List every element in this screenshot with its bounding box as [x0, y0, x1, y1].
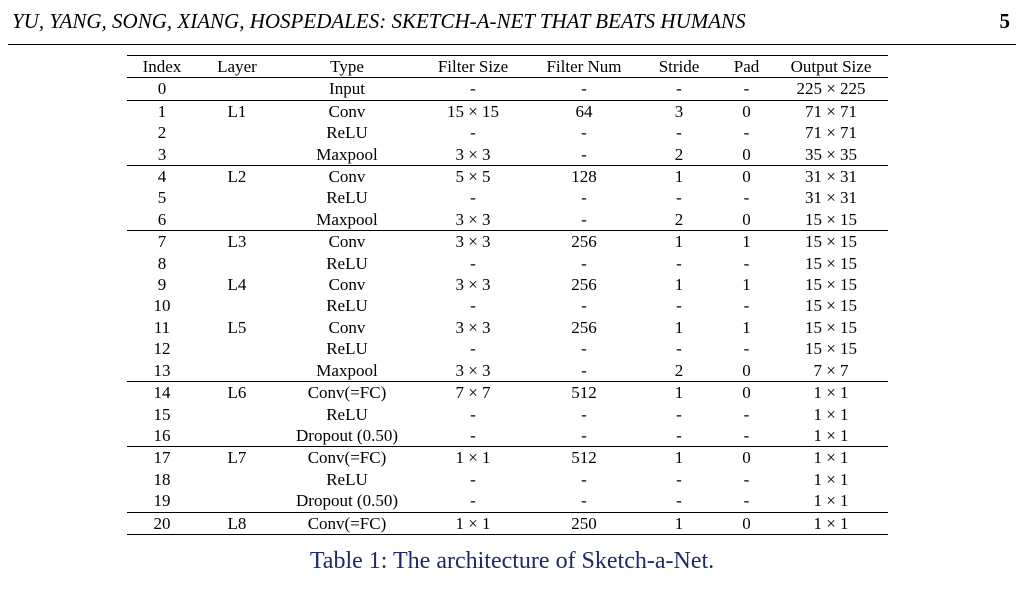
- cell-index: 9: [157, 275, 167, 295]
- cell-filter-size: -: [470, 339, 476, 359]
- cell-layer: L4: [227, 275, 247, 295]
- cell-layer: [197, 425, 277, 447]
- table-row: [127, 231, 888, 253]
- cell-type: Dropout (0.50): [296, 491, 398, 511]
- cell-stride: 2: [674, 209, 684, 229]
- table-row: [127, 404, 888, 425]
- cell-filter-num: -: [581, 188, 587, 208]
- cell-output-size: 7 × 7: [813, 360, 849, 380]
- cell-index: 2: [157, 123, 167, 143]
- cell-layer: L1: [197, 100, 277, 122]
- table-row: [127, 187, 888, 208]
- cell-stride: -: [676, 123, 682, 143]
- cell-layer: [197, 253, 277, 274]
- cell-layer: L6: [197, 382, 277, 404]
- cell-filter-size: -: [470, 123, 476, 143]
- cell-type: ReLU: [326, 253, 368, 273]
- running-title: YU, YANG, SONG, XIANG, HOSPEDALES: SKETCH-A-NET THAT BEATS HUMANS: [12, 9, 746, 33]
- cell-type: Conv(=FC): [277, 512, 417, 534]
- cell-filter-size: 5 × 5: [417, 166, 529, 188]
- cell-layer: [197, 469, 277, 490]
- cell-layer: [197, 144, 277, 166]
- cell-type: ReLU: [326, 296, 368, 316]
- cell-output-size: 1 × 1: [774, 447, 888, 469]
- cell-output-size: 1 × 1: [813, 469, 849, 489]
- cell-pad: -: [743, 491, 750, 511]
- cell-filter-num: 256: [571, 275, 597, 295]
- cell-layer: [197, 490, 277, 512]
- cell-output-size: 15 × 15: [804, 296, 858, 316]
- cell-filter-size: -: [470, 425, 476, 445]
- cell-layer: L3: [197, 231, 277, 253]
- cell-index: 3: [157, 144, 167, 164]
- cell-stride: 1: [639, 447, 719, 469]
- cell-index: 12: [153, 339, 171, 359]
- cell-pad: 0: [742, 209, 751, 229]
- cell-filter-num: -: [581, 253, 587, 273]
- cell-output-size: 15 × 15: [804, 339, 858, 359]
- cell-filter-size: -: [470, 404, 476, 424]
- cell-type: Conv: [328, 275, 366, 295]
- column-header: Filter Num: [529, 56, 639, 78]
- cell-output-size: 35 × 35: [804, 144, 858, 164]
- cell-filter-num: 512: [529, 382, 639, 404]
- column-header: Index: [127, 56, 197, 78]
- cell-stride: -: [676, 79, 682, 99]
- cell-index: 4: [127, 166, 197, 188]
- cell-type: Maxpool: [316, 360, 378, 380]
- cell-type: Maxpool: [316, 209, 378, 229]
- cell-layer: [197, 338, 277, 359]
- table-row: [127, 253, 888, 274]
- cell-output-size: 15 × 15: [774, 231, 888, 253]
- cell-filter-num: -: [581, 144, 587, 164]
- cell-type: Dropout (0.50): [296, 425, 398, 445]
- table-row: [127, 295, 888, 316]
- cell-output-size: 1 × 1: [813, 491, 849, 511]
- cell-output-size: 1 × 1: [774, 382, 888, 404]
- cell-index: 18: [153, 469, 171, 489]
- cell-pad: 1: [742, 317, 751, 337]
- cell-stride: 2: [674, 360, 684, 380]
- table-body: [127, 78, 888, 535]
- cell-index: 11: [153, 317, 171, 337]
- cell-layer: [197, 209, 277, 231]
- cell-index: 5: [157, 188, 167, 208]
- cell-output-size: 15 × 15: [804, 275, 858, 295]
- cell-index: 20: [127, 512, 197, 534]
- cell-index: 15: [153, 404, 171, 424]
- cell-filter-size: 3 × 3: [455, 209, 491, 229]
- cell-stride: 2: [674, 144, 684, 164]
- header-rule: [8, 44, 1016, 45]
- architecture-table-container: [127, 55, 888, 535]
- cell-type: Conv: [277, 231, 417, 253]
- cell-filter-num: 128: [529, 166, 639, 188]
- cell-stride: -: [676, 188, 682, 208]
- cell-pad: 0: [719, 447, 774, 469]
- cell-filter-size: -: [470, 188, 476, 208]
- page-number: 5: [999, 9, 1010, 33]
- cell-pad: -: [743, 188, 750, 208]
- cell-filter-size: 3 × 3: [455, 317, 491, 337]
- cell-layer: [197, 360, 277, 382]
- table-row: [127, 338, 888, 359]
- column-header: Filter Size: [417, 56, 529, 78]
- cell-type: Conv: [277, 100, 417, 122]
- table-row: [127, 382, 888, 404]
- cell-type: Conv: [328, 317, 366, 337]
- cell-pad: -: [743, 123, 750, 143]
- table-row: [127, 144, 888, 166]
- cell-pad: -: [743, 253, 750, 273]
- cell-type: ReLU: [326, 469, 368, 489]
- cell-stride: 3: [639, 100, 719, 122]
- cell-filter-num: 256: [529, 231, 639, 253]
- cell-output-size: 15 × 15: [804, 209, 858, 229]
- cell-pad: 0: [742, 144, 751, 164]
- cell-filter-num: -: [581, 123, 587, 143]
- cell-filter-num: -: [581, 469, 587, 489]
- cell-filter-num: 64: [529, 100, 639, 122]
- cell-stride: 1: [674, 317, 684, 337]
- cell-filter-size: 3 × 3: [417, 231, 529, 253]
- table-row: [127, 122, 888, 143]
- cell-filter-num: -: [581, 360, 587, 380]
- cell-filter-size: -: [470, 79, 476, 99]
- cell-filter-size: -: [470, 253, 476, 273]
- cell-filter-size: 7 × 7: [417, 382, 529, 404]
- cell-output-size: 31 × 31: [774, 166, 888, 188]
- cell-pad: 0: [719, 512, 774, 534]
- table-caption: Table 1: The architecture of Sketch-a-Net.: [309, 548, 715, 574]
- cell-filter-size: 1 × 1: [417, 512, 529, 534]
- cell-filter-size: -: [470, 469, 476, 489]
- cell-layer: [197, 78, 277, 100]
- table-row: [127, 512, 888, 534]
- cell-type: Conv(=FC): [277, 447, 417, 469]
- cell-filter-num: 512: [529, 447, 639, 469]
- cell-filter-size: 15 × 15: [417, 100, 529, 122]
- table-row: [127, 209, 888, 231]
- cell-index: 0: [157, 79, 167, 99]
- table-row: [127, 469, 888, 490]
- cell-pad: -: [743, 339, 750, 359]
- cell-filter-size: -: [470, 296, 476, 316]
- cell-stride: -: [676, 253, 682, 273]
- cell-output-size: 71 × 71: [804, 123, 858, 143]
- cell-filter-num: 256: [571, 317, 597, 337]
- table-row: [127, 447, 888, 469]
- table-header-row: [127, 56, 888, 78]
- table-row: [127, 425, 888, 447]
- cell-type: ReLU: [326, 404, 368, 424]
- cell-filter-num: -: [581, 425, 587, 445]
- cell-layer: L7: [197, 447, 277, 469]
- cell-filter-size: 3 × 3: [455, 275, 491, 295]
- cell-stride: 1: [639, 231, 719, 253]
- cell-stride: -: [676, 491, 682, 511]
- cell-index: 13: [153, 360, 171, 380]
- table-row: [127, 166, 888, 188]
- cell-filter-num: -: [581, 296, 587, 316]
- cell-pad: 0: [742, 360, 751, 380]
- cell-pad: -: [743, 79, 750, 99]
- cell-filter-size: 3 × 3: [455, 360, 491, 380]
- cell-filter-size: -: [470, 491, 476, 511]
- cell-type: Conv: [277, 166, 417, 188]
- cell-pad: 1: [742, 275, 751, 295]
- cell-filter-num: -: [581, 209, 587, 229]
- cell-output-size: 225 × 225: [796, 79, 866, 99]
- cell-index: 16: [153, 425, 171, 445]
- cell-output-size: 1 × 1: [774, 512, 888, 534]
- cell-output-size: 31 × 31: [804, 188, 858, 208]
- cell-index: 17: [127, 447, 197, 469]
- cell-filter-size: 1 × 1: [417, 447, 529, 469]
- cell-index: 1: [127, 100, 197, 122]
- cell-stride: 1: [674, 275, 684, 295]
- cell-pad: -: [743, 404, 750, 424]
- cell-stride: 1: [639, 512, 719, 534]
- cell-stride: 1: [639, 166, 719, 188]
- column-header: Pad: [719, 56, 774, 78]
- cell-stride: -: [676, 339, 682, 359]
- column-header: Output Size: [774, 56, 888, 78]
- table-row: [127, 78, 888, 100]
- cell-pad: -: [743, 425, 750, 445]
- cell-stride: -: [676, 404, 682, 424]
- cell-index: 7: [127, 231, 197, 253]
- cell-index: 6: [157, 209, 167, 229]
- cell-stride: -: [676, 425, 682, 445]
- cell-pad: 0: [719, 166, 774, 188]
- cell-output-size: 15 × 15: [804, 253, 858, 273]
- cell-filter-num: 250: [529, 512, 639, 534]
- cell-layer: L8: [197, 512, 277, 534]
- cell-output-size: 15 × 15: [804, 317, 858, 337]
- cell-pad: -: [743, 296, 750, 316]
- cell-layer: [197, 404, 277, 425]
- cell-output-size: 71 × 71: [774, 100, 888, 122]
- cell-stride: 1: [639, 382, 719, 404]
- cell-type: Conv(=FC): [277, 382, 417, 404]
- cell-pad: 1: [719, 231, 774, 253]
- cell-index: 19: [153, 491, 171, 511]
- cell-layer: L5: [227, 317, 247, 337]
- cell-output-size: 1 × 1: [813, 404, 849, 424]
- column-header: Type: [277, 56, 417, 78]
- cell-index: 8: [157, 253, 167, 273]
- cell-index: 14: [127, 382, 197, 404]
- cell-filter-num: -: [581, 491, 587, 511]
- cell-index: 10: [153, 296, 171, 316]
- cell-pad: -: [743, 469, 750, 489]
- cell-type: ReLU: [326, 188, 368, 208]
- table-row: [127, 490, 888, 512]
- cell-layer: L2: [197, 166, 277, 188]
- cell-layer: [197, 122, 277, 143]
- cell-type: Input: [329, 79, 365, 99]
- cell-type: ReLU: [326, 123, 368, 143]
- cell-type: ReLU: [326, 339, 368, 359]
- cell-stride: -: [676, 296, 682, 316]
- cell-filter-num: -: [581, 404, 587, 424]
- cell-filter-num: -: [581, 339, 587, 359]
- architecture-table: [127, 55, 888, 535]
- table-row: [127, 317, 888, 338]
- column-header: Layer: [197, 56, 277, 78]
- cell-output-size: 1 × 1: [813, 425, 849, 445]
- column-header: Stride: [639, 56, 719, 78]
- cell-pad: 0: [719, 100, 774, 122]
- cell-pad: 0: [719, 382, 774, 404]
- cell-type: Maxpool: [316, 144, 378, 164]
- page-header: [12, 6, 1010, 36]
- cell-filter-num: -: [581, 79, 587, 99]
- cell-stride: -: [676, 469, 682, 489]
- cell-layer: [197, 187, 277, 208]
- table-row: [127, 360, 888, 382]
- table-row: [127, 100, 888, 122]
- table-row: [127, 274, 888, 295]
- cell-layer: [197, 295, 277, 316]
- cell-filter-size: 3 × 3: [455, 144, 491, 164]
